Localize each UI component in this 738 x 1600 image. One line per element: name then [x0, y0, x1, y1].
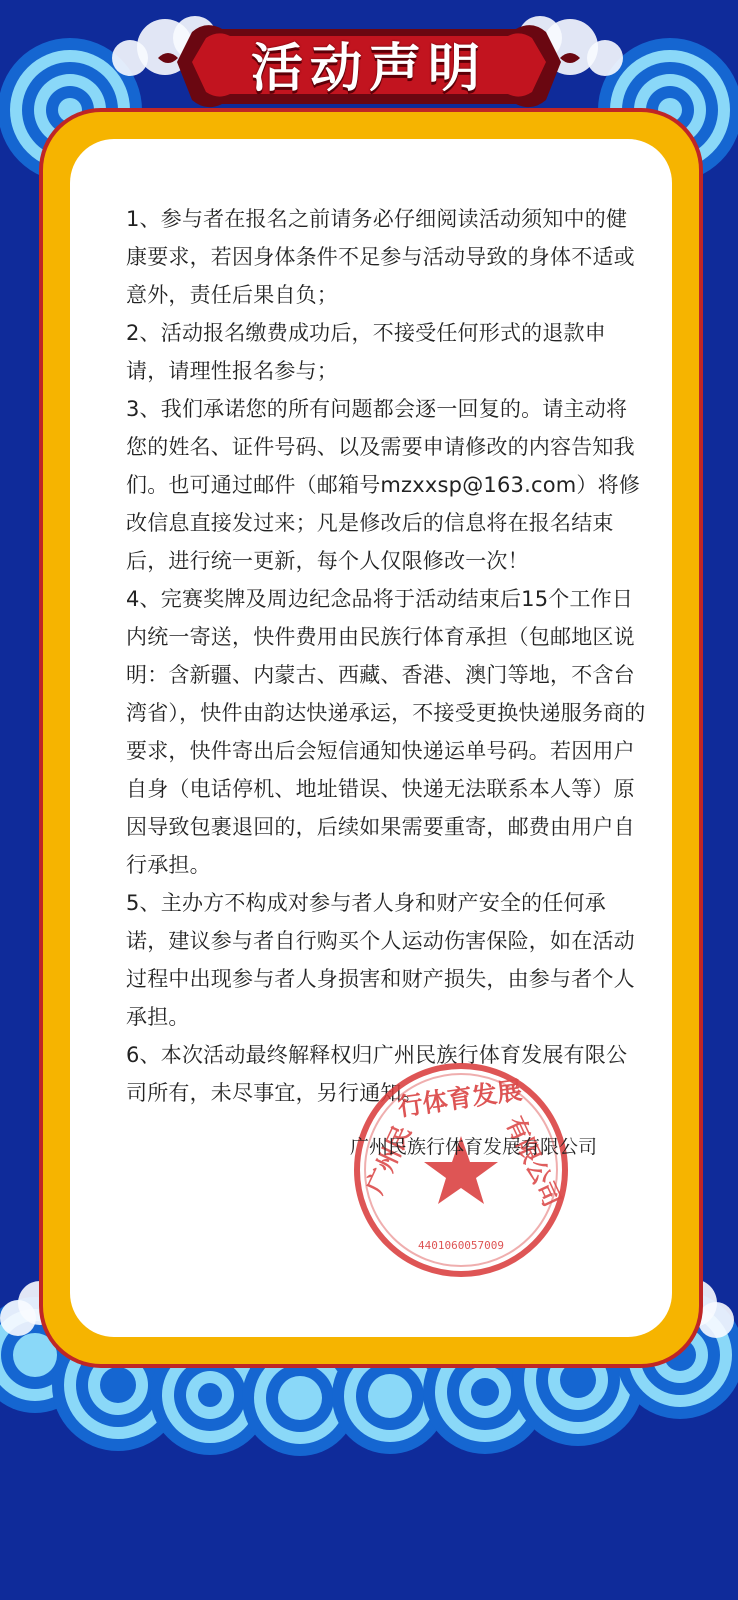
- statement-item-4: 4、完赛奖牌及周边纪念品将于活动结束后15个工作日内统一寄送，快件费用由民族行体育承担（包邮地区说明：含新疆、内蒙古、西藏、香港、澳门等地，不含台湾省），快件由韵达快递承运，不接受更换快递服务商的要求，快件寄出后会短信通知快递运单号码。若因用户自身（电话停机、地址错误、快递无法联系本人等）原因导致包裹退回的，后续如果需要重寄，邮费由用户自行承担。: [126, 587, 646, 877]
- page-title: 活动声明: [250, 39, 487, 99]
- company-name: 广州民族行体育发展有限公司: [350, 1136, 598, 1158]
- svg-text:有限公司: 有限公司: [500, 1112, 567, 1212]
- statement-item-1: 1、参与者在报名之前请务必仔细阅读活动须知中的健康要求，若因身体条件不足参与活动导致的身体不适或意外，责任后果自负；: [126, 207, 635, 307]
- svg-text:广州民: 广州民: [360, 1121, 417, 1199]
- title-banner: [158, 8, 580, 130]
- statement-content: [126, 200, 646, 1112]
- statement-item-2: 2、活动报名缴费成功后，不接受任何形式的退款申请，请理性报名参与；: [126, 321, 606, 383]
- svg-text:行体育发展: 行体育发展: [395, 1075, 524, 1122]
- statement-item-3: 3、我们承诺您的所有问题都会逐一回复的。请主动将您的姓名、证件号码、以及需要申请修改的内容告知我们。也可通过邮件（邮箱号mzxxsp@163.com）将修改信息直接发过来；凡是修改后的信息将在报名结束后，进行统一更新，每个人仅限修改一次！: [126, 397, 641, 573]
- company-seal: [352, 1061, 570, 1279]
- statement-item-6: 6、本次活动最终解释权归广州民族行体育发展有限公司所有，未尽事宜，另行通知。: [126, 1043, 628, 1105]
- statement-item-5: 5、主办方不构成对参与者人身和财产安全的任何承诺，建议参与者自行购买个人运动伤害保险，如在活动过程中出现参与者人身损害和财产损失，由参与者个人承担。: [126, 891, 635, 1029]
- seal-number: 4401060057009: [417, 1239, 505, 1252]
